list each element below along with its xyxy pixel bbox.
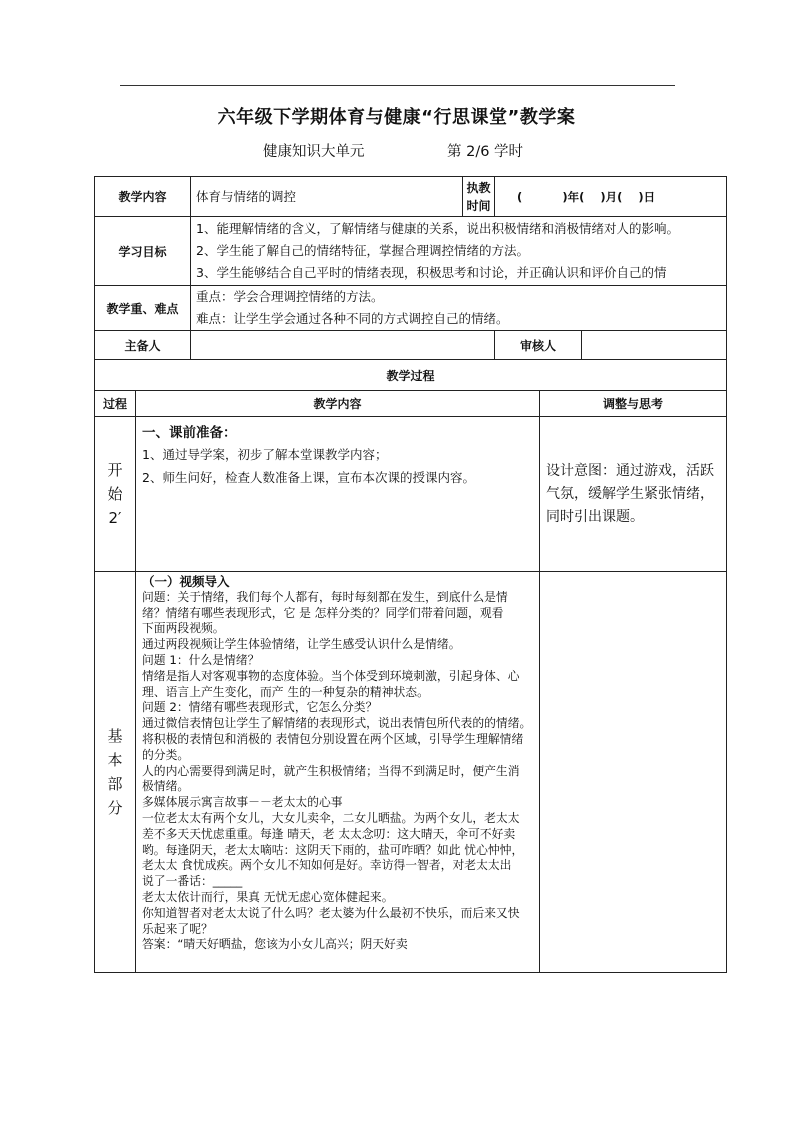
opening-line-1: 1、通过导学案，初步了解本堂课教学内容； xyxy=(142,447,388,462)
basic-content xyxy=(136,572,540,973)
basic-adjust-note xyxy=(540,572,727,973)
basic-line: 老太太依计而行，果真 无忧无虑心宽体健起来。 xyxy=(142,889,394,904)
basic-stage-label: 基 本 部 分 xyxy=(95,572,136,973)
basic-line: 理、语言上产生变化，而产 生的一种复杂的精神状态。 xyxy=(142,684,429,699)
basic-heading: （一）视频导入 xyxy=(142,574,230,589)
basic-line: 乐起来了呢？ xyxy=(142,921,213,936)
preparer-label: 主备人 xyxy=(95,331,191,360)
basic-line: 你知道智者对老太太说了什么吗？老太婆为什么最初不快乐，而后来又快 xyxy=(142,905,520,920)
basic-line: 人的内心需要得到满足时，就产生积极情绪；当得不到满足时，便产生消 xyxy=(142,763,520,778)
goals-row xyxy=(95,217,727,286)
goals-list xyxy=(191,217,727,286)
opening-heading: 一、课前准备： xyxy=(142,425,237,441)
content-value: 体育与情绪的调控 xyxy=(191,177,463,217)
process-header-row xyxy=(95,391,727,417)
top-rule xyxy=(120,85,675,86)
basic-line: 说了一番话：_____ xyxy=(142,874,243,889)
basic-line: 问题：关于情绪，我们每个人都有，每时每刻都在发生，到底什么是情 xyxy=(142,589,508,604)
date-label xyxy=(463,177,495,217)
content-label: 教学内容 xyxy=(95,177,191,217)
opening-content xyxy=(136,417,540,572)
reviewer-value xyxy=(582,331,727,360)
goals-label: 学习目标 xyxy=(95,217,191,286)
key-point-focus: 重点：学会合理调控情绪的方法。 xyxy=(196,289,384,304)
reviewer-label: 审核人 xyxy=(495,331,582,360)
opening-line-2: 2、师生问好，检查人数准备上课，宣布本次课的授课内容。 xyxy=(142,470,475,485)
basic-line: 一位老太太有两个女儿，大女儿卖伞，二女儿晒盐。为两个女儿，老太太 xyxy=(142,810,520,825)
basic-line: 问题 1：什么是情绪？ xyxy=(142,652,260,667)
key-points-label: 教学重、难点 xyxy=(95,286,191,331)
basic-line: 多媒体展示寓言故事－－老太太的心事 xyxy=(142,795,343,810)
date-label-line-2: 时间 xyxy=(466,198,491,213)
opening-stage-label: 开 始 2′ xyxy=(95,417,136,572)
staff-row xyxy=(95,331,727,360)
key-point-difficulty: 难点：让学生学会通过各种不同的方式调控自己的情绪。 xyxy=(196,311,509,326)
basic-line: 绪？情绪有哪些表现形式，它 是 怎样分类的？同学们带着问题，观看 xyxy=(142,605,504,620)
basic-line: 差不多天天忧虑重重。每逢 晴天，老 太太念叨：这大晴天，伞可不好卖 xyxy=(142,826,516,841)
document-title: 六年级下学期体育与健康“行思课堂”教学案 xyxy=(217,107,576,128)
date-value: ( )年( )月( )日 xyxy=(495,177,727,217)
date-label-line-1: 执教 xyxy=(466,180,491,195)
opening-row xyxy=(95,417,727,572)
process-section-title: 教学过程 xyxy=(95,360,727,391)
basic-line: 通过微信表情包让学生了解情绪的表现形式，说出表情包所代表的的情绪。 xyxy=(142,716,532,731)
column-header-stage: 过程 xyxy=(95,391,136,417)
content-row xyxy=(95,177,727,217)
key-points-list xyxy=(191,286,727,331)
key-points-row xyxy=(95,286,727,331)
preparer-value xyxy=(191,331,495,360)
basic-line: 通过两段视频让学生体验情绪，让学生感受认识什么是情绪。 xyxy=(142,637,461,652)
basic-line: 问题 2：情绪有哪些表现形式，它怎么分类？ xyxy=(142,700,378,715)
basic-line: 老太太 食忧成疾。两个女儿不知如何是好。幸访得一智者，对老太太出 xyxy=(142,858,512,873)
goal-item-3: 3、学生能够结合自己平时的情绪表现，积极思考和讨论，并正确认识和评价自己的情 xyxy=(196,265,667,280)
basic-line: 答案：“晴天好晒盐，您该为小女儿高兴；阴天好卖 xyxy=(142,937,408,952)
goal-item-1: 1、能理解情绪的含义，了解情绪与健康的关系，说出积极情绪和消极情绪对人的影响。 xyxy=(196,221,679,236)
basic-line: 情绪是指人对客观事物的态度体验。当个体受到环境刺激，引起身体、心 xyxy=(142,668,520,683)
basic-row xyxy=(95,572,727,973)
basic-line: 极情绪。 xyxy=(142,779,190,794)
basic-line: 的分类。 xyxy=(142,747,190,762)
column-header-adjust: 调整与思考 xyxy=(540,391,727,417)
goal-item-2: 2、学生能了解自己的情绪特征，掌握合理调控情绪的方法。 xyxy=(196,243,529,258)
lesson-plan-table xyxy=(94,176,727,973)
column-header-content: 教学内容 xyxy=(136,391,540,417)
basic-line: 哟。每逢阴天，老太太嘀咕：这阴天下雨的，盐可咋晒？如此 忧心忡忡， xyxy=(142,842,524,857)
process-title-row xyxy=(95,360,727,391)
basic-line: 将积极的表情包和消极的 表情包分别设置在两个区域，引导学生理解情绪 xyxy=(142,731,524,746)
opening-adjust-note: 设计意图：通过游戏，活跃气氛，缓解学生紧张情绪，同时引出课题。 xyxy=(540,417,727,572)
basic-line: 下面两段视频。 xyxy=(142,621,225,636)
unit-name: 健康知识大单元 xyxy=(263,144,365,160)
period-number: 第 2/6 学时 xyxy=(447,144,524,160)
